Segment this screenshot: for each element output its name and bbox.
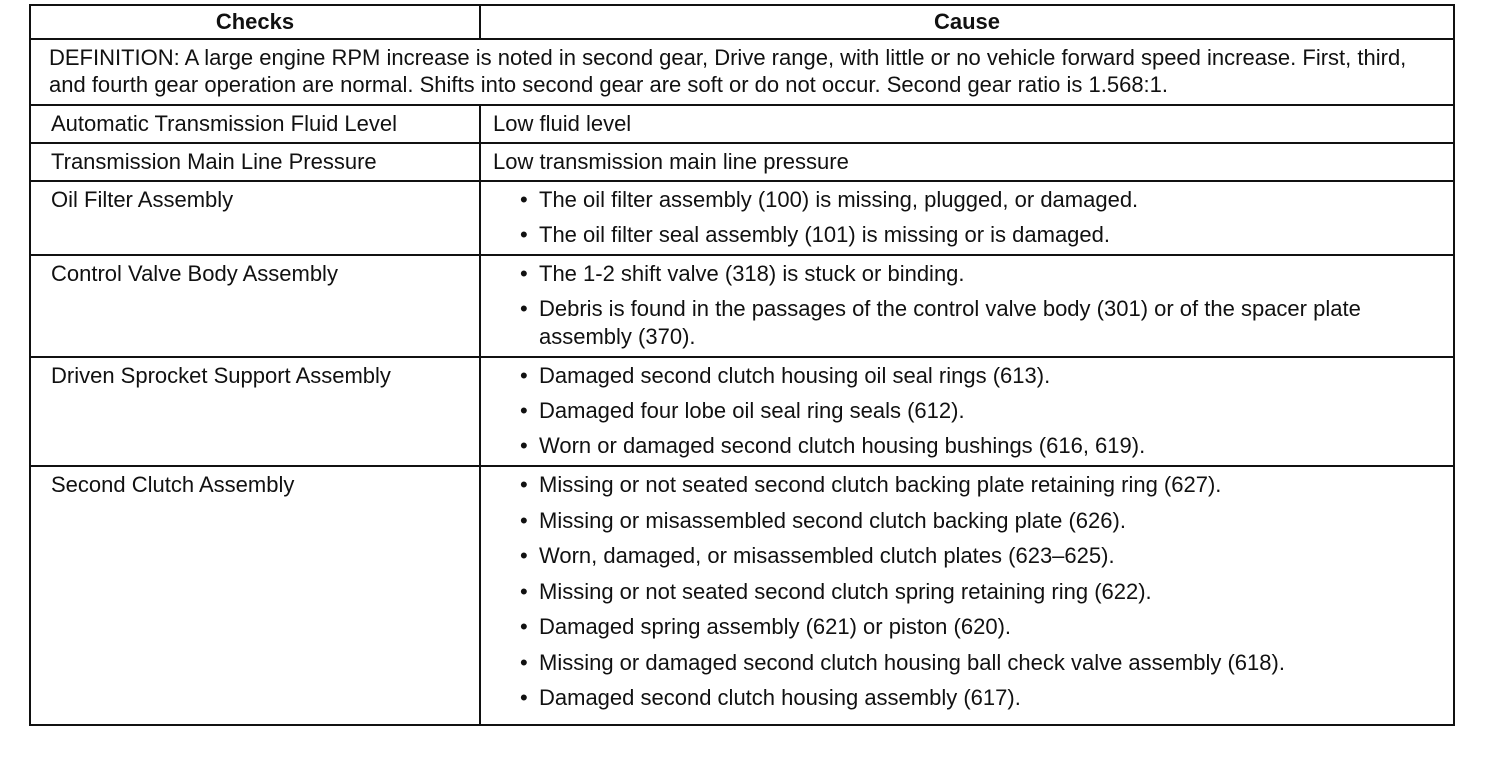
bullet-icon: • [520,685,528,710]
cause-item [493,186,1443,214]
bullet-icon: • [520,187,528,212]
cause-list [493,471,1443,712]
cause-text: Missing or damaged second clutch housing ball check valve assembly (618). [539,649,1285,675]
cause-text: Worn or damaged second clutch housing bushings (616, 619). [539,433,1146,458]
bullet-icon: • [520,578,528,604]
header-row [30,5,1454,39]
cause-item [493,221,1443,249]
bullet-icon: • [520,363,528,388]
bullet-icon: • [520,222,528,247]
check-cell: Control Valve Body Assembly [30,255,480,357]
cause-text: Damaged four lobe oil seal ring seals (612). [539,398,965,423]
bullet-icon: • [520,398,528,423]
cause-text: The oil filter assembly (100) is missing, plugged, or damaged. [539,187,1139,212]
table-row [30,255,1454,357]
cause-list [493,260,1443,351]
cause-text: Missing or misassembled second clutch backing plate (626). [539,507,1126,533]
cause-text: The oil filter seal assembly (101) is missing or is damaged. [539,222,1111,247]
bullet-icon: • [520,472,528,497]
cause-item [493,432,1443,460]
cause-text: Debris is found in the passages of the control valve body (301) or of the spacer plate assembly (370). [539,296,1361,349]
bullet-icon: • [520,507,528,533]
definition-text: DEFINITION: A large engine RPM increase is noted in second gear, Drive range, with little or no vehicle forward speed increase. First, third, and fourth gear operation are normal. Shifts into second gear are soft or do not occur. Second gear ratio is 1.568:1. [30,39,1454,105]
cause-item [493,362,1443,390]
checks-column-header: Checks [30,5,480,39]
cause-cell [480,181,1454,255]
cause-item [493,684,1443,712]
cause-cell: Low fluid level [480,105,1454,143]
cause-list [493,186,1443,249]
cause-text: The 1-2 shift valve (318) is stuck or binding. [539,261,965,286]
cause-cell: Low transmission main line pressure [480,143,1454,181]
bullet-icon: • [520,296,528,321]
cause-item [493,397,1443,425]
cause-text: Damaged spring assembly (621) or piston (620). [539,614,1012,639]
table-row [30,181,1454,255]
cause-text: Missing or not seated second clutch backing plate retaining ring (627). [539,472,1222,497]
cause-item [493,295,1443,351]
table-row [30,105,1454,143]
cause-item [493,507,1443,535]
bullet-icon: • [520,614,528,639]
bullet-icon: • [520,433,528,458]
bullet-icon: • [520,261,528,286]
cause-list [493,362,1443,460]
cause-item [493,542,1443,570]
check-cell: Oil Filter Assembly [30,181,480,255]
cause-item [493,471,1443,499]
cause-cell [480,255,1454,357]
cause-item [493,578,1443,606]
cause-item [493,613,1443,641]
cause-cell [480,466,1454,725]
cause-text: Damaged second clutch housing assembly (617). [539,685,1021,710]
bullet-icon: • [520,649,528,675]
definition-row [30,39,1454,105]
table-row [30,143,1454,181]
table-row [30,466,1454,725]
check-cell: Automatic Transmission Fluid Level [30,105,480,143]
cause-column-header: Cause [480,5,1454,39]
diagnosis-table [29,4,1455,726]
check-cell: Driven Sprocket Support Assembly [30,357,480,466]
check-cell: Second Clutch Assembly [30,466,480,725]
cause-text: Missing or not seated second clutch spring retaining ring (622). [539,578,1152,604]
cause-text: Damaged second clutch housing oil seal rings (613). [539,363,1051,388]
cause-cell [480,357,1454,466]
table-row [30,357,1454,466]
cause-item [493,649,1443,677]
cause-item [493,260,1443,288]
bullet-icon: • [520,543,528,568]
check-cell: Transmission Main Line Pressure [30,143,480,181]
cause-text: Worn, damaged, or misassembled clutch plates (623–625). [539,543,1115,568]
